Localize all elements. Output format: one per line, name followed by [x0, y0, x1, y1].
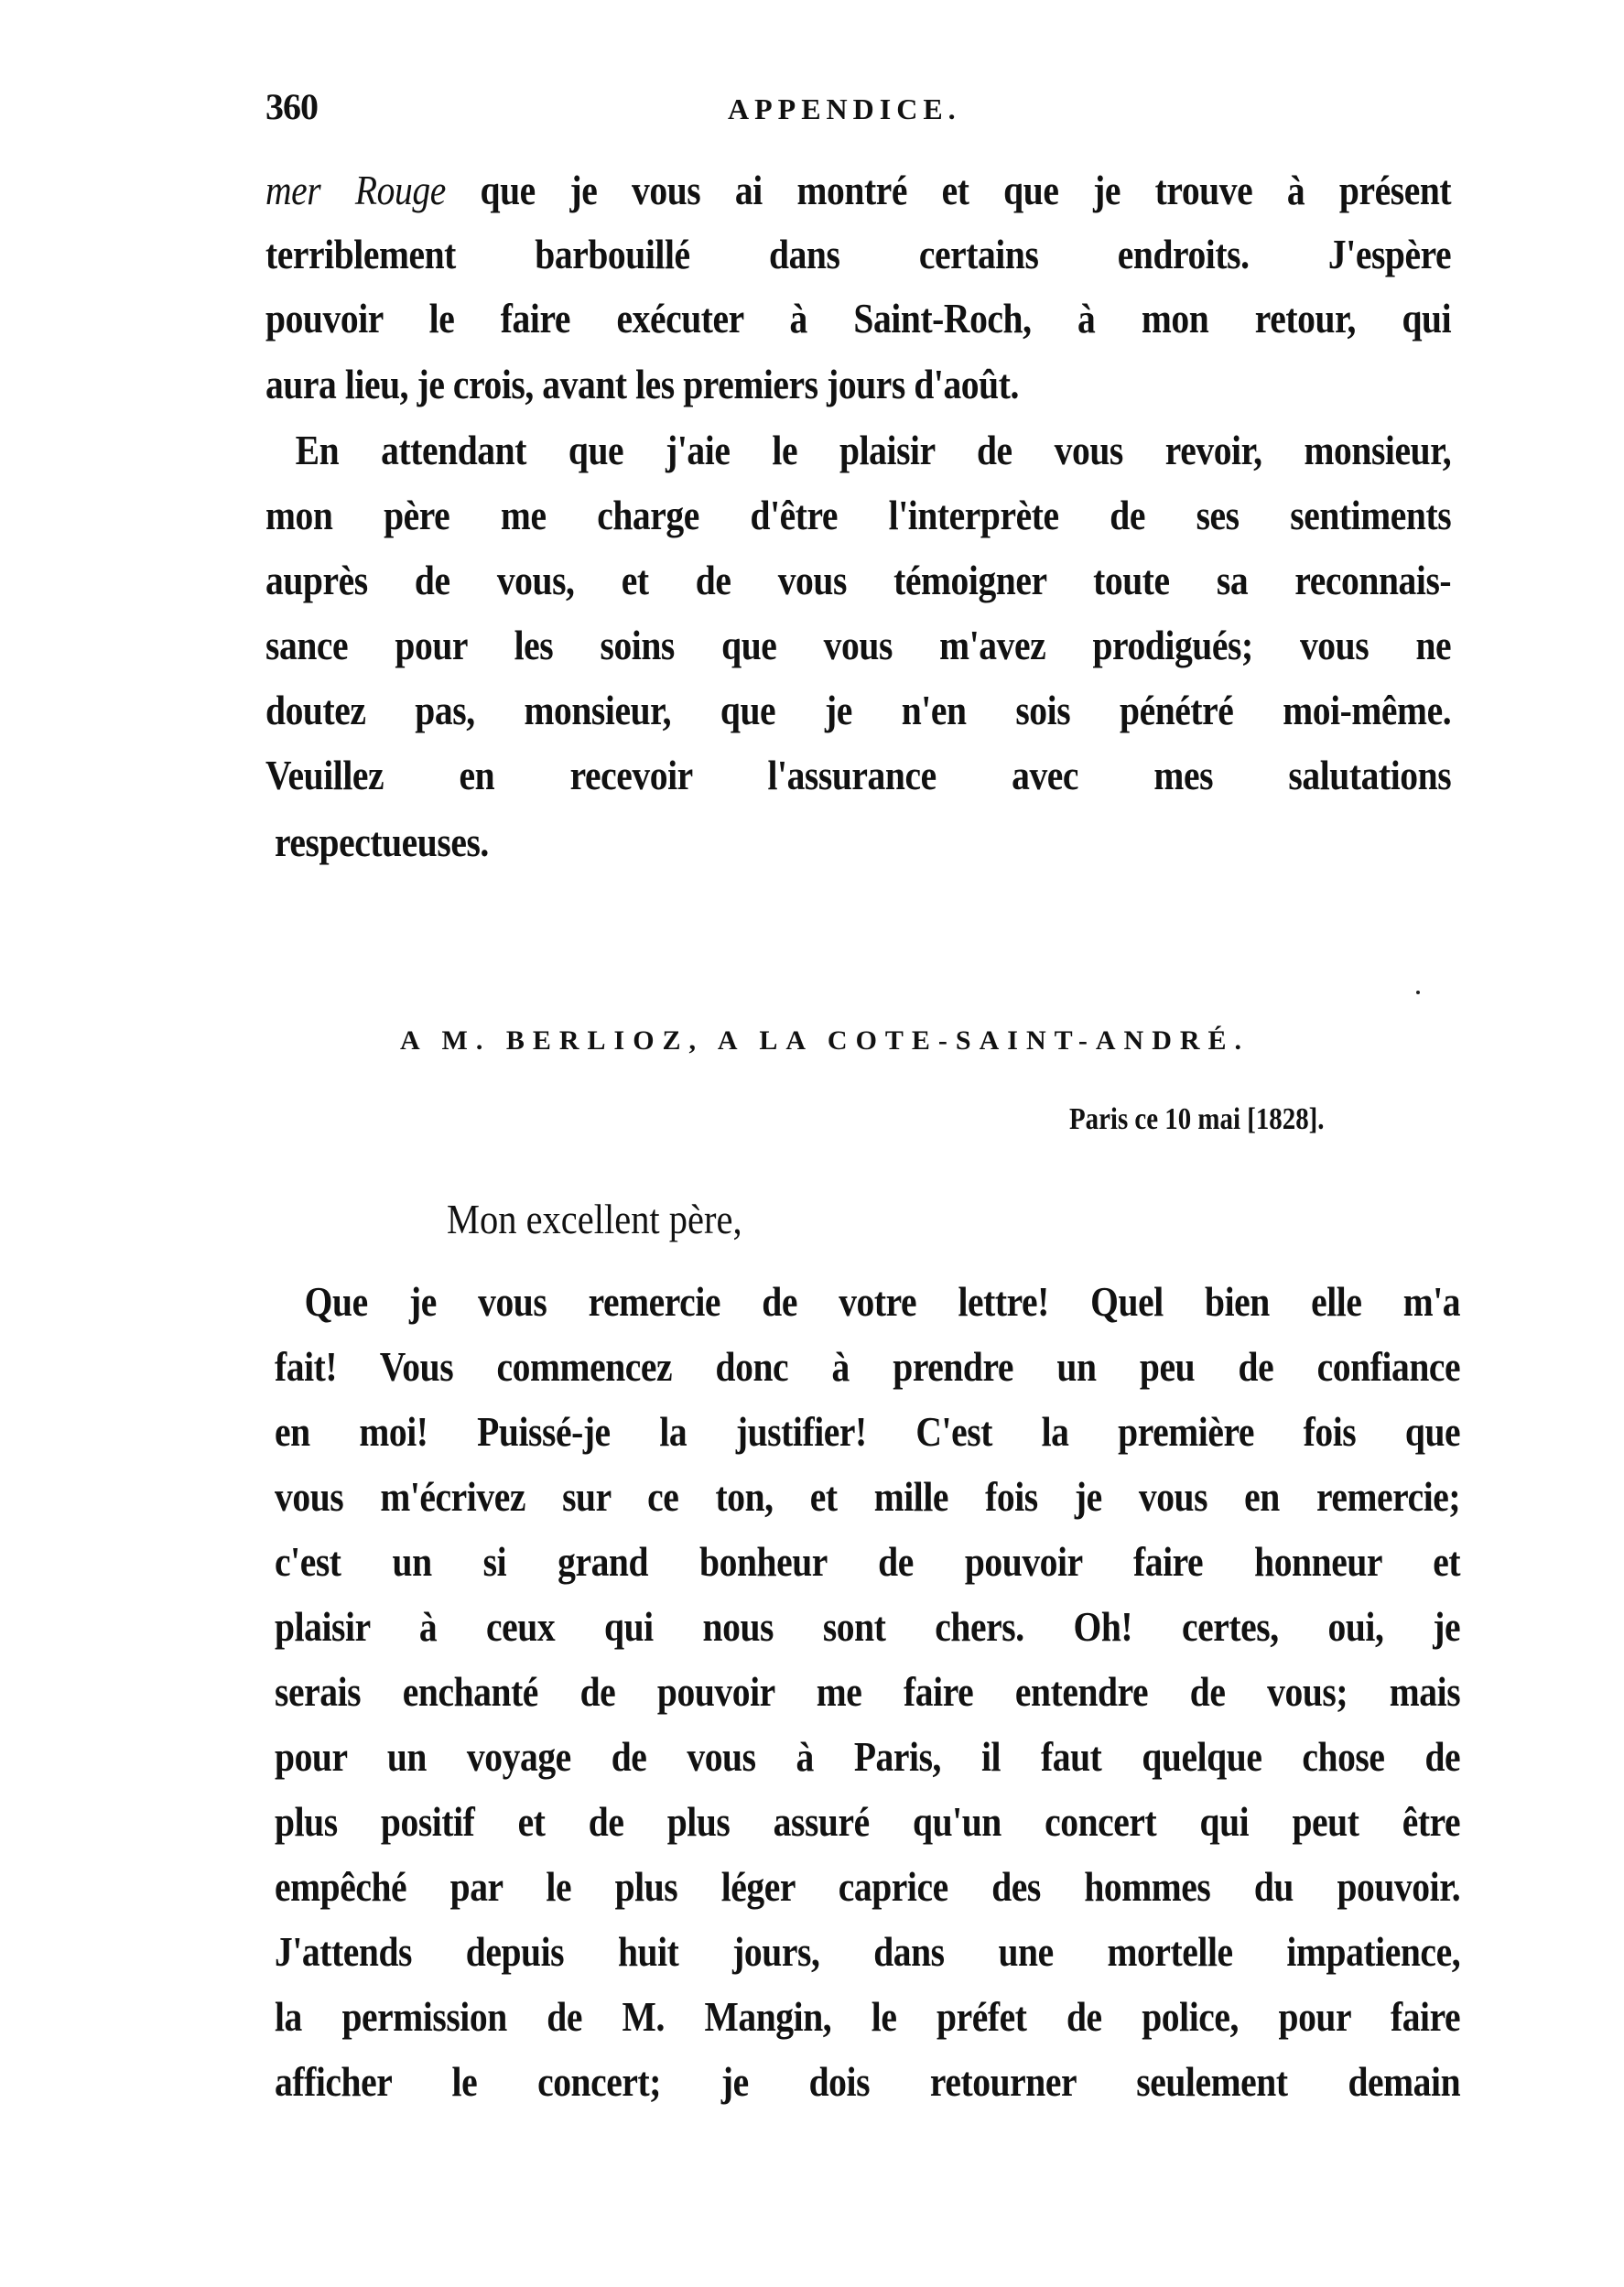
text-line: c'est un si grand bonheur de pouvoir faire honneur et — [275, 1538, 1461, 1585]
running-head — [265, 84, 1451, 130]
text-line: terriblement barbouillé dans certains endroits. J'espère — [265, 231, 1452, 277]
letter-salutation: Mon excellent père, — [447, 1196, 742, 1242]
text-line: aura lieu, je crois, avant les premiers jours d'août. — [265, 361, 1019, 407]
text-line: plus positif et de plus assuré qu'un concert qui peut être — [275, 1798, 1461, 1845]
page-number: 360 — [265, 86, 318, 127]
print-speck — [1416, 991, 1420, 994]
text-line: respectueuses. — [275, 818, 489, 865]
text-line: pouvoir le faire exécuter à Saint-Roch, à mon retour, qui — [265, 295, 1452, 341]
text-line: en moi! Puissé-je la justifier! C'est la première fois que — [275, 1408, 1461, 1455]
text-line: auprès de vous, et de vous témoigner toute sa reconnais- — [265, 557, 1452, 603]
text-line: serais enchanté de pouvoir me faire entendre de vous; mais — [275, 1668, 1461, 1715]
text-line: afficher le concert; je dois retourner seulement demain — [275, 2058, 1461, 2105]
text-line: fait! Vous commencez donc à prendre un peu de confiance — [275, 1343, 1461, 1390]
text-line: empêché par le plus léger caprice des hommes du pouvoir. — [275, 1863, 1461, 1910]
text-line: Veuillez en recevoir l'assurance avec mes salutations — [265, 752, 1452, 798]
text-line: mon père me charge d'être l'interprète de ses sentiments — [265, 492, 1452, 538]
text-line: plaisir à ceux qui nous sont chers. Oh! certes, oui, je — [275, 1603, 1461, 1650]
letter-heading: A M. BERLIOZ, A LA COTE-SAINT-ANDRÉ. — [400, 1025, 1250, 1056]
text-line: Que je vous remercie de votre lettre! Quel bien elle m'a — [304, 1278, 1461, 1325]
text-line: En attendant que j'aie le plaisir de vous revoir, monsieur, — [295, 427, 1452, 473]
section-title: APPENDICE. — [728, 92, 961, 125]
text-line: vous m'écrivez sur ce ton, et mille fois je vous en remercie; — [275, 1473, 1461, 1520]
text-line: doutez pas, monsieur, que je n'en sois pénétré moi-même. — [265, 687, 1452, 733]
italic-phrase: mer Rouge — [265, 167, 446, 213]
text-line: la permission de M. Mangin, le préfet de police, pour faire — [275, 1993, 1461, 2040]
text-line: mer Rouge que je vous ai montré et que je trouve à présent — [265, 167, 1452, 213]
text-line: pour un voyage de vous à Paris, il faut quelque chose de — [275, 1733, 1461, 1780]
text-line: J'attends depuis huit jours, dans une mortelle impatience, — [275, 1928, 1461, 1975]
letter-dateline: Paris ce 10 mai [1828]. — [1069, 1102, 1325, 1136]
text-line: sance pour les soins que vous m'avez prodigués; vous ne — [265, 622, 1452, 668]
